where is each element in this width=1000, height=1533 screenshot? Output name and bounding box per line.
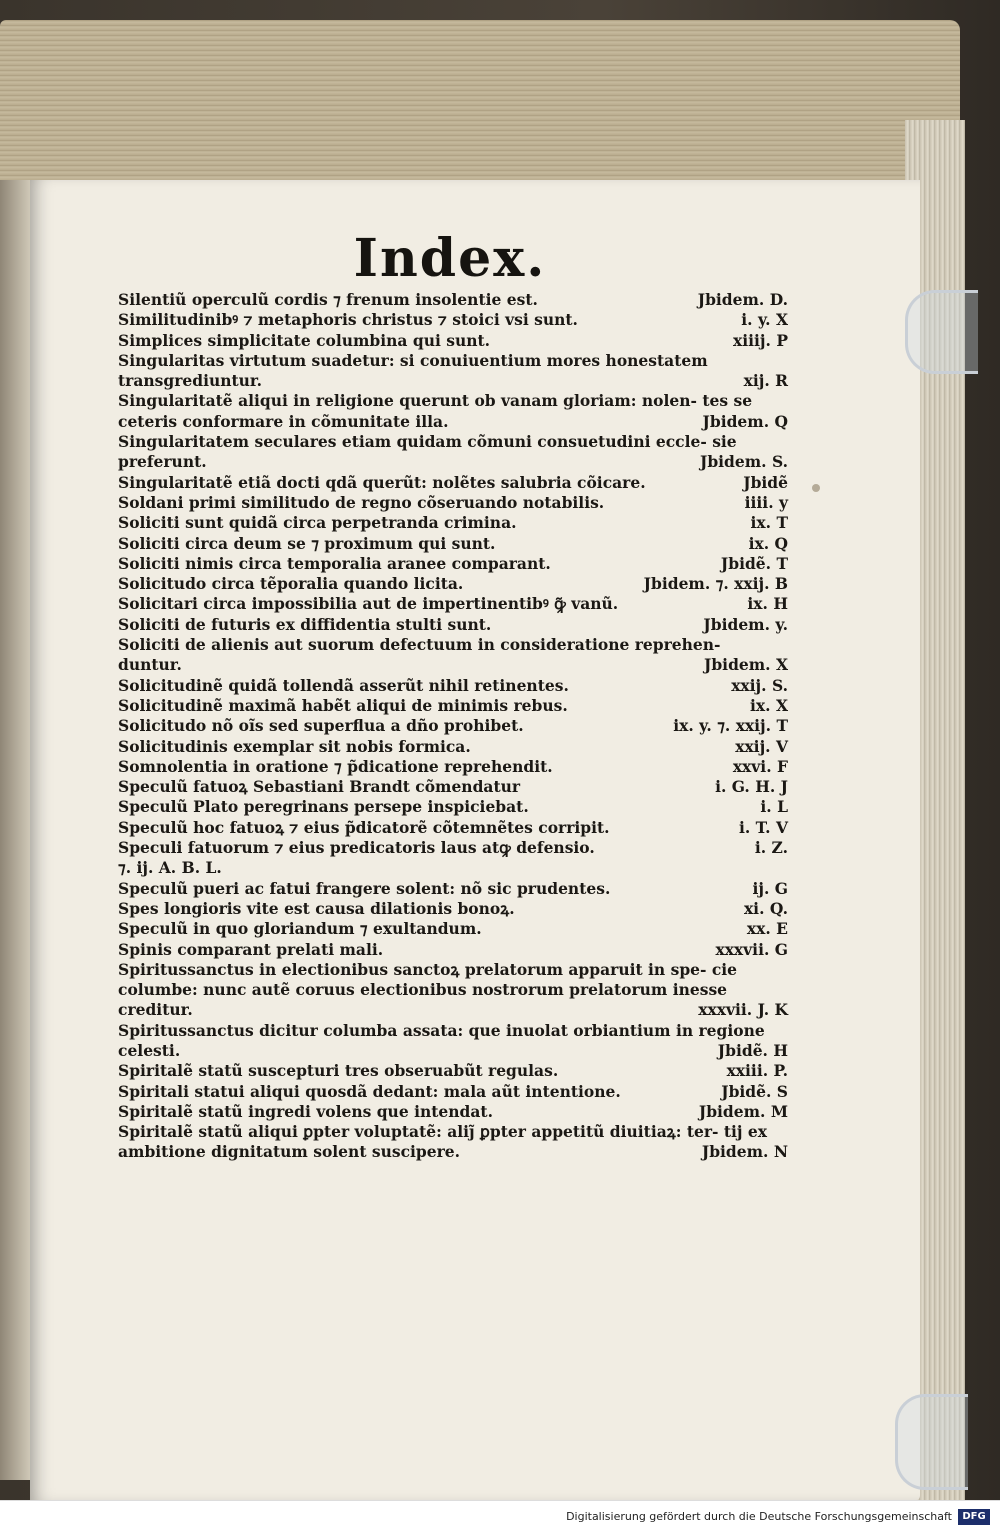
entry-text: Solicitudo nõ oĩs sed superflua a dño prohibet. [118,716,524,736]
dfg-logo: DFG [958,1509,990,1525]
entry-reference: i. L [754,797,788,817]
entry-text: Spiritussanctus dicitur columba assata: que inuolat orbiantium in regione celesti. [118,1020,765,1060]
index-entry [118,757,788,777]
entry-text: Singularitas virtutum suadetur: si conuiuentium mores honestatem transgrediuntur. [118,350,708,391]
entry-text: Spinis comparant prelati mali. [118,939,384,959]
entry-text: Spiritalẽ statũ suscepturi tres obseruabũt regulas. [118,1061,559,1081]
index-entry [118,838,788,858]
paper-spot [812,484,820,492]
entry-reference: iiii. y [739,493,788,513]
entry-text: Speculũ hoc fatuoꝝ ⁊ eius p̃dicatorẽ cõtemnẽtes corripit. [118,817,610,837]
index-entry [118,797,788,817]
entry-reference: Jbidem. X [698,655,788,675]
index-entry [118,635,788,676]
index-entry [118,818,788,838]
entry-reference: xxvi. F [727,757,788,777]
entry-text: Soliciti circa deum se ⁊ proximum qui sunt. [118,533,496,553]
entry-reference: Jbidẽ. H [712,1041,788,1061]
entry-reference: xxxvii. G [709,940,788,960]
index-entry [118,432,788,473]
entry-text: ⁊. ij. A. B. L. [118,858,222,878]
index-entry [118,777,788,797]
entry-reference: ix. H [741,594,788,614]
entry-reference: ix. Q [743,534,788,554]
entry-text: Singularitatem seculares etiam quidam cõmuni consuetudini eccle- sie preferunt. [118,432,737,472]
index-entry [118,940,788,960]
entry-text: Silentiũ operculũ cordis ⁊ frenum insolentie est. [118,290,538,309]
entry-text: Singularitatẽ etiã docti qdã querũt: nolẽtes salubria cõicare. [118,472,646,492]
entry-reference: Jbidem. y. [697,615,788,635]
entry-text: Spiritalẽ statũ aliqui ꝑpter voluptatẽ: aliȷ̃ ꝑpter appetitũ diuitiaꝝ: ter- tij ex ambitione dignitatum solent suscipere. [118,1122,767,1162]
page-title: Index. [353,228,547,289]
entry-reference: i. y. X [735,310,788,330]
footer-credit: Digitalisierung gefördert durch die Deutsche Forschungsgemeinschaft [566,1510,952,1523]
entry-reference: Jbidem. M [693,1102,788,1122]
entry-text: Speculũ Plato peregrinans persepe inspiciebat. [118,797,529,817]
index-entry [118,574,788,594]
index-entry [118,960,788,1021]
entry-reference: ix. X [744,696,788,716]
entry-reference: xxij. S. [725,676,788,696]
entry-reference: xiiij. P [727,331,788,351]
index-entries [118,290,788,1163]
index-entry [118,1122,788,1163]
entry-reference: Jbidem. N [696,1142,788,1162]
entry-text: Soliciti sunt quidã circa perpetranda crimina. [118,513,517,533]
index-entry [118,391,788,432]
entry-reference: xxij. V [729,737,788,757]
index-entry [118,696,788,716]
index-entry [118,716,788,736]
entry-reference: Jbidem. D. [692,290,788,310]
entry-text: Singularitatẽ aliqui in religione querunt ob vanam gloriam: nolen- tes se ceteris conformare in cõmunitate illa. [118,391,753,431]
entry-text: Soliciti de alienis aut suorum defectuum in consideratione reprehen- duntur. [118,635,721,675]
entry-text: Speculũ pueri ac fatui frangere solent: nõ sic prudentes. [118,878,611,898]
entry-text: Solicitudinẽ maximã habẽt aliqui de minimis rebus. [118,695,568,715]
index-entry [118,1102,788,1122]
entry-reference: Jbidẽ. T [715,554,788,574]
index-entry [118,351,788,392]
entry-reference: ix. T [745,513,788,533]
index-entry [118,513,788,533]
index-entry [118,534,788,554]
entry-reference: ix. y. ⁊. xxij. T [667,716,788,736]
index-entry [118,1021,788,1062]
entry-text: Similitudinibꝰ ⁊ metaphoris christus ⁊ stoici vsi sunt. [118,310,578,330]
entry-reference: xi. Q. [738,899,788,919]
index-entry [118,554,788,574]
book-top-edge [0,20,960,190]
index-entry [118,290,788,310]
entry-text: Speculũ fatuoꝝ Sebastiani Brandt cõmendatur [118,777,521,797]
entry-reference: Jbidẽ [737,473,788,493]
entry-text: Spiritalẽ statũ ingredi volens que intendat. [118,1101,493,1121]
entry-reference: xxxvii. J. K [692,1000,788,1020]
index-entry [118,594,788,614]
index-entry [118,858,788,878]
entry-reference: Jbidem. ⁊. xxij. B [638,574,788,594]
entry-reference: xxiii. P. [721,1061,788,1081]
entry-reference: xij. R [738,371,788,391]
entry-reference: ij. G [746,879,788,899]
entry-text: Soliciti de futuris ex diffidentia stulti sunt. [118,614,492,634]
entry-text: Spiritussanctus in electionibus sanctoꝝ prelatorum apparuit in spe- cie columbe: nunc autẽ coruus electionibus nostrorum prelatorum inesse creditur. [118,959,738,1020]
entry-text: Solicitudinẽ quidã tollendã asserũt nihil retinentes. [118,675,569,695]
index-entry [118,919,788,939]
entry-text: Solicitudinis exemplar sit nobis formica. [118,736,471,756]
index-entry [118,331,788,351]
index-entry [118,1061,788,1081]
entry-text: Solicitari circa impossibilia aut de impertinentibꝰ ꝙ̃ vanũ. [118,594,619,614]
entry-text: Soliciti nimis circa temporalia aranee comparant. [118,553,551,573]
index-entry [118,676,788,696]
index-entry [118,879,788,899]
index-entry [118,493,788,513]
entry-reference: Jbidẽ. S [715,1082,788,1102]
index-entry [118,473,788,493]
entry-text: Spes longioris vite est causa dilationis bonoꝝ. [118,898,515,918]
index-entry [118,615,788,635]
entry-text: Soldani primi similitudo de regno cõseruando notabilis. [118,492,605,512]
entry-text: Simplices simplicitate columbina qui sunt. [118,330,491,350]
index-entry [118,899,788,919]
index-entry [118,737,788,757]
entry-text: Spiritali statui aliqui quosdã dedant: mala aũt intentione. [118,1081,621,1101]
entry-text: Speculũ in quo gloriandum ⁊ exultandum. [118,919,482,939]
left-page-edge [0,180,30,1480]
entry-reference: xx. E [741,919,788,939]
entry-reference: i. G. H. J [709,777,788,797]
entry-text: Speculi fatuorum ⁊ eius predicatoris laus atꝙ defensio. [118,838,595,858]
entry-reference: i. T. V [733,818,788,838]
entry-text: Solicitudo circa tẽporalia quando licita. [118,574,464,594]
page-clip-bottom [895,1394,968,1490]
index-entry [118,1082,788,1102]
entry-text: Somnolentia in oratione ⁊ p̃dicatione reprehendit. [118,756,553,776]
footer-bar [0,1500,1000,1533]
entry-reference: Jbidem. Q [697,412,788,432]
page-clip-top [905,290,978,374]
entry-reference: Jbidem. S. [694,452,788,472]
entry-reference: i. Z. [749,838,788,858]
index-entry [118,310,788,330]
